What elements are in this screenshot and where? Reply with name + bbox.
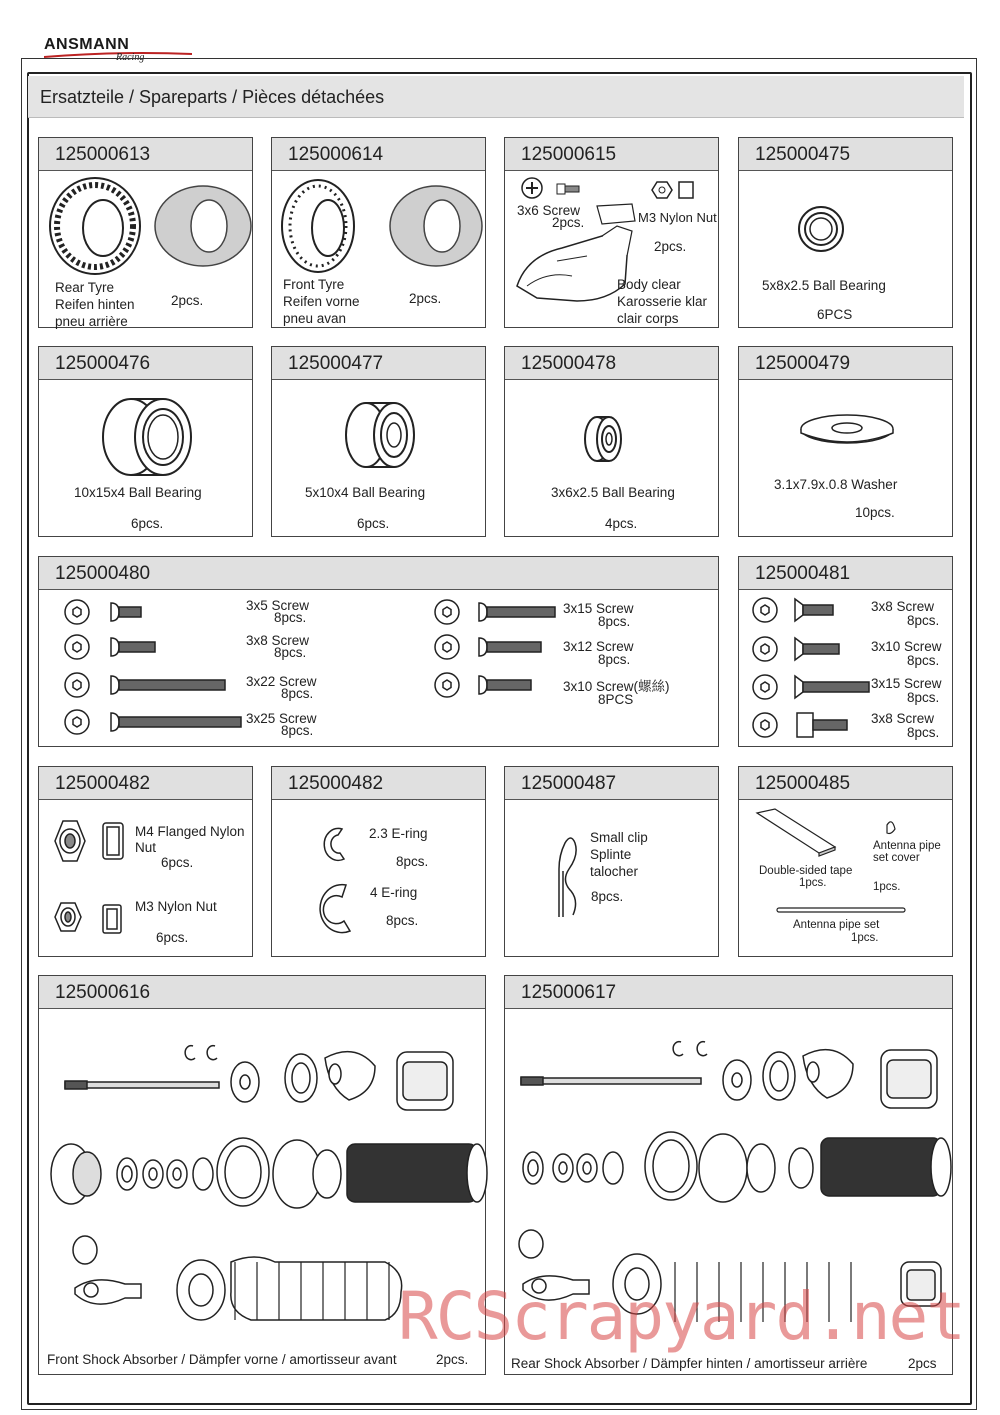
part-box-125000485 (738, 766, 953, 957)
part-number: 125000482 (39, 767, 252, 800)
desc-line-1: Front Tyre (283, 277, 345, 292)
part-number: 125000614 (272, 138, 485, 171)
cover-qty: 1pcs. (873, 881, 901, 893)
qty-label: 2pcs. (436, 1352, 469, 1367)
screw-name: 3x15 Screw (871, 676, 942, 691)
flanged-qty: 6pcs. (161, 855, 194, 870)
part-name: 5x8x2.5 Ball Bearing (762, 278, 886, 293)
screw-qty: 8pcs. (598, 614, 631, 629)
pipe-qty: 1pcs. (851, 932, 879, 944)
ball-bearing-icon (101, 393, 201, 483)
screw-name: 3x8 Screw (871, 599, 935, 614)
screw-name: 3x12 Screw (563, 639, 634, 654)
part-number: 125000615 (505, 138, 718, 171)
nut-qty: 2pcs. (654, 239, 687, 254)
page-title: Ersatzteile / Spareparts / Pièces détachées (40, 87, 385, 107)
part-box-125000477 (271, 346, 486, 537)
nylon-qty: 6pcs. (156, 930, 189, 945)
watermark: RCScrapyard.net (398, 1278, 965, 1355)
desc-line-1: Small clip (590, 830, 648, 845)
qty-label: 2pcs. (409, 291, 442, 306)
ball-bearing-icon (344, 397, 424, 477)
part-name: 3x6x2.5 Ball Bearing (551, 485, 675, 500)
part-number: 125000475 (739, 138, 952, 171)
ball-bearing-icon (797, 204, 847, 254)
desc-line-3: pneu avan (283, 311, 347, 326)
part-box-125000478 (504, 346, 719, 537)
nut-name: M3 Nylon Nut (638, 210, 717, 225)
qty-label: 6pcs. (357, 516, 390, 531)
screw-name: 3x22 Screw (246, 674, 317, 689)
qty-label: 6PCS (817, 307, 853, 322)
desc-line-2: Splinte (590, 847, 632, 862)
part-name: 10x15x4 Ball Bearing (74, 485, 202, 500)
desc-line-3: pneu arrière (55, 314, 128, 329)
screw-qty: 8pcs. (274, 610, 307, 625)
screw-qty: 2pcs. (552, 215, 585, 230)
washer-icon (799, 407, 899, 447)
part-number: 125000479 (739, 347, 952, 380)
part-box-125000482-nuts (38, 766, 253, 957)
qty-label: 2pcs. (171, 293, 204, 308)
qty-label: 4pcs. (605, 516, 638, 531)
cover-name-line-2: set cover (873, 852, 920, 864)
tape-name: Double-sided tape (759, 865, 853, 877)
screw-name: 3x8 Screw (246, 633, 310, 648)
screw-name: 3x15 Screw (563, 601, 634, 616)
desc-line-3: talocher (590, 864, 639, 879)
part-box-125000613 (38, 137, 253, 328)
cover-name-line-1: Antenna pipe (873, 840, 941, 852)
screw-qty: 8pcs. (907, 725, 940, 740)
part-number: 125000487 (505, 767, 718, 800)
brand-name: ANSMANN (44, 36, 130, 53)
part-number: 125000481 (739, 557, 952, 590)
screw-set-icons (749, 595, 879, 745)
part-box-125000614 (271, 137, 486, 328)
part-box-125000476 (38, 346, 253, 537)
rear-shock-parts-icon (511, 1022, 951, 1322)
nylon-name: M3 Nylon Nut (135, 899, 217, 914)
part-number: 125000617 (505, 976, 952, 1009)
screw-qty: 8pcs. (281, 723, 314, 738)
part-box-125000479 (738, 346, 953, 537)
flanged-name-line-2: Nut (135, 840, 157, 855)
part-box-125000615 (504, 137, 719, 328)
part-box-125000475 (738, 137, 953, 328)
screw-name: 3x10 Screw(螺絲) (563, 679, 670, 694)
screw-name: 3x10 Screw (871, 639, 942, 654)
part-box-125000482-erings (271, 766, 486, 957)
part-number: 125000478 (505, 347, 718, 380)
desc-line-1: Rear Tyre (55, 280, 115, 295)
screw-name: 3x6 Screw (517, 203, 581, 218)
ball-bearing-icon (583, 411, 633, 471)
part-box-125000481 (738, 556, 953, 747)
pipe-name: Antenna pipe set (793, 919, 880, 931)
body-line-2: Karosserie klar (617, 294, 708, 309)
part-name: 5x10x4 Ball Bearing (305, 485, 426, 500)
part-box-125000487 (504, 766, 719, 957)
screw-qty: 8pcs. (907, 613, 940, 628)
desc-label: Front Shock Absorber / Dämpfer vorne / amortisseur avant (47, 1352, 397, 1367)
screw-qty: 8pcs. (281, 686, 314, 701)
desc-line-2: Reifen vorne (283, 294, 360, 309)
part-number: 125000482 (272, 767, 485, 800)
qty-label: 10pcs. (855, 505, 895, 520)
desc-line-2: Reifen hinten (55, 297, 135, 312)
ring1-name: 2.3 E-ring (369, 826, 428, 841)
part-box-125000480 (38, 556, 719, 747)
ring2-qty: 8pcs. (386, 913, 419, 928)
ring1-qty: 8pcs. (396, 854, 429, 869)
part-number: 125000485 (739, 767, 952, 800)
part-number: 125000476 (39, 347, 252, 380)
part-number: 125000613 (39, 138, 252, 171)
rear-tyre-icon (43, 178, 253, 288)
part-number: 125000480 (39, 557, 718, 590)
front-shock-parts-icon (45, 1022, 485, 1322)
screw-qty: 8pcs. (907, 690, 940, 705)
body-line-1: Body clear (617, 277, 681, 292)
brand-sub: Racing (116, 52, 145, 63)
part-number: 125000477 (272, 347, 485, 380)
tape-qty: 1pcs. (799, 877, 827, 889)
screw-qty: 8pcs. (274, 645, 307, 660)
body-line-3: clair corps (617, 311, 679, 326)
screw-name: 3x25 Screw (246, 711, 317, 726)
nylon-nut-icon (45, 817, 135, 947)
ring2-name: 4 E-ring (370, 885, 418, 900)
qty-label: 2pcs (908, 1356, 937, 1371)
front-tyre-icon (276, 178, 486, 288)
qty-label: 6pcs. (131, 516, 164, 531)
qty-label: 8pcs. (591, 889, 624, 904)
screw-qty: 8pcs. (907, 653, 940, 668)
desc-label: Rear Shock Absorber / Dämpfer hinten / amortisseur arrière (511, 1356, 868, 1371)
screw-qty: 8PCS (598, 692, 634, 707)
part-name: 3.1x7.9x.0.8 Washer (774, 477, 898, 492)
body-clip-icon (547, 829, 587, 921)
page-header (28, 76, 964, 118)
screw-name: 3x8 Screw (871, 711, 935, 726)
screw-qty: 8pcs. (598, 652, 631, 667)
flanged-name-line-1: M4 Flanged Nylon (135, 824, 245, 839)
part-number: 125000616 (39, 976, 485, 1009)
screw-name: 3x5 Screw (246, 598, 310, 613)
